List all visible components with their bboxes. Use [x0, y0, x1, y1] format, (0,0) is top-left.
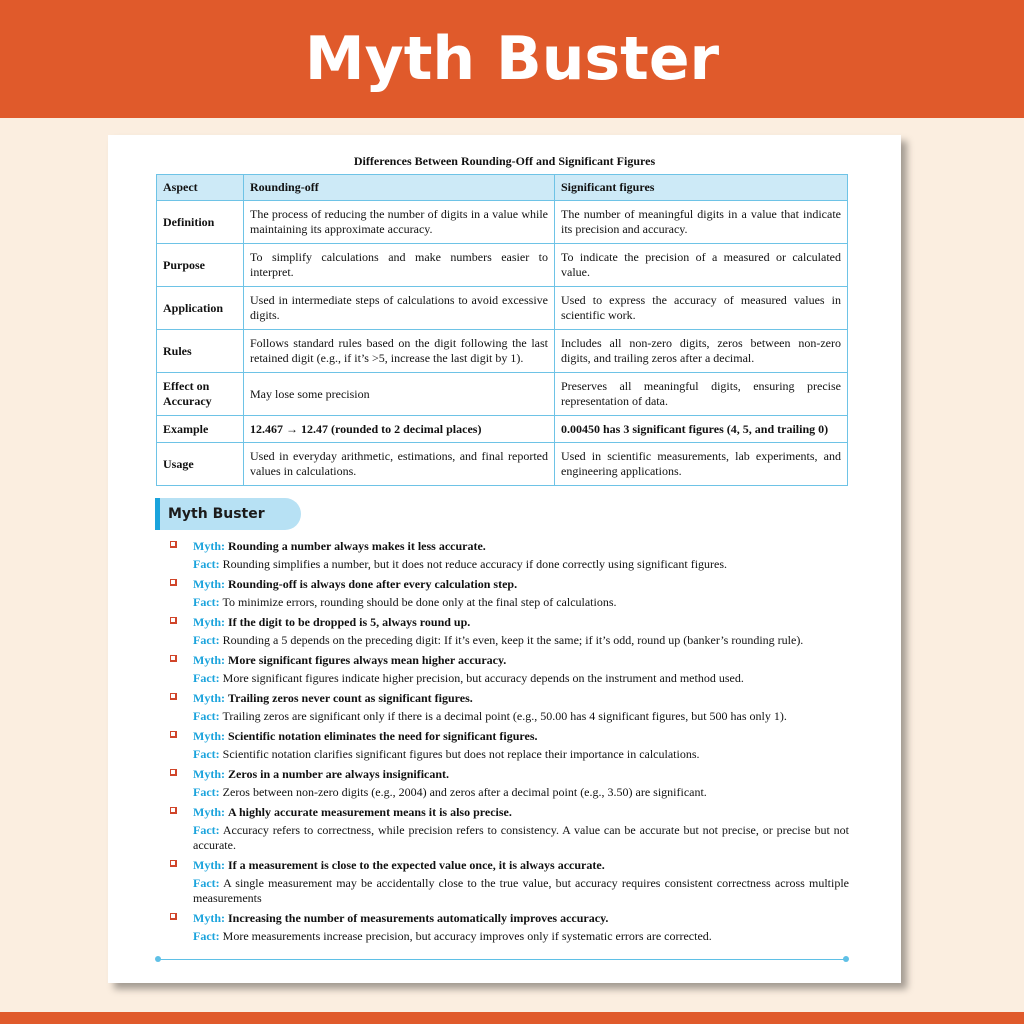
fact-label: Fact: [193, 557, 220, 571]
rounding-cell: 12.467 → 12.47 (rounded to 2 decimal places) [244, 416, 555, 443]
fact-text: Trailing zeros are significant only if there is a decimal point (e.g., 50.00 has 4 significant figures, but 500 has only 1). [222, 709, 787, 723]
square-bullet-icon [170, 579, 177, 586]
square-bullet-icon [170, 731, 177, 738]
myth-label: Myth: [193, 653, 225, 667]
table-row [157, 373, 848, 416]
square-bullet-icon [170, 617, 177, 624]
table-caption: Differences Between Rounding-Off and Significant Figures [353, 154, 656, 168]
myth-label: Myth: [193, 691, 225, 705]
fact-label: Fact: [193, 747, 220, 761]
list-item [164, 766, 849, 800]
fact-label: Fact: [193, 929, 220, 943]
rounding-cell: Used in intermediate steps of calculations to avoid excessive digits. [244, 287, 555, 330]
aspect-cell: Rules [157, 330, 244, 373]
myth-text: Trailing zeros never count as significant figures. [228, 691, 473, 705]
table-header-row [157, 175, 848, 201]
fact-label: Fact: [193, 709, 220, 723]
table-row [157, 330, 848, 373]
fact-text: More significant figures indicate higher precision, but accuracy depends on the instrument and method used. [222, 671, 744, 685]
square-bullet-icon [170, 913, 177, 920]
fact-label: Fact: [193, 633, 220, 647]
content-sheet [108, 135, 901, 983]
rounding-cell: Used in everyday arithmetic, estimations, and final reported values in calculations. [244, 443, 555, 486]
aspect-cell: Usage [157, 443, 244, 486]
rounding-cell: The process of reducing the number of digits in a value while maintaining its approximate accuracy. [244, 201, 555, 244]
header-aspect: Aspect [157, 175, 244, 201]
fact-text: Accuracy refers to correctness, while precision refers to consistency. A value can be accurate but not precise, or precise but not accurate. [193, 823, 849, 852]
rounding-cell: May lose some precision [244, 373, 555, 416]
fact-text: Zeros between non-zero digits (e.g., 2004) and zeros after a decimal point (e.g., 3.50) are significant. [222, 785, 707, 799]
comparison-table [156, 174, 848, 486]
aspect-cell: Application [157, 287, 244, 330]
aspect-cell: Effect on Accuracy [157, 373, 244, 416]
myth-label: Myth: [193, 911, 225, 925]
table-row [157, 443, 848, 486]
rounding-cell: To simplify calculations and make numbers easier to interpret. [244, 244, 555, 287]
myth-label: Myth: [193, 615, 225, 629]
myth-text: Rounding a number always makes it less accurate. [228, 539, 486, 553]
list-item [164, 857, 849, 906]
footer-divider [157, 959, 847, 960]
myth-buster-heading [155, 498, 301, 530]
list-item [164, 910, 849, 944]
myth-text: Rounding-off is always done after every calculation step. [228, 577, 518, 591]
fact-label: Fact: [193, 785, 220, 799]
fact-text: To minimize errors, rounding should be done only at the final step of calculations. [222, 595, 617, 609]
myth-buster-heading-label: Myth Buster [168, 506, 265, 522]
myth-label: Myth: [193, 805, 225, 819]
fact-label: Fact: [193, 595, 220, 609]
square-bullet-icon [170, 693, 177, 700]
myth-label: Myth: [193, 729, 225, 743]
list-item [164, 576, 849, 610]
myth-text: A highly accurate measurement means it is also precise. [228, 805, 512, 819]
list-item [164, 538, 849, 572]
sigfig-cell: Includes all non-zero digits, zeros between non-zero digits, and trailing zeros after a decimal. [555, 330, 848, 373]
header-rounding-off: Rounding-off [244, 175, 555, 201]
fact-label: Fact: [193, 671, 220, 685]
sigfig-cell: Used in scientific measurements, lab experiments, and engineering applications. [555, 443, 848, 486]
table-row [157, 244, 848, 287]
list-item [164, 804, 849, 853]
aspect-cell: Definition [157, 201, 244, 244]
fact-label: Fact: [193, 823, 220, 837]
fact-text: Rounding simplifies a number, but it does not reduce accuracy if done correctly using significant figures. [222, 557, 728, 571]
table-row [157, 416, 848, 443]
sigfig-cell: The number of meaningful digits in a value that indicate its precision and accuracy. [555, 201, 848, 244]
sigfig-cell: To indicate the precision of a measured or calculated value. [555, 244, 848, 287]
myth-text: More significant figures always mean higher accuracy. [228, 653, 507, 667]
square-bullet-icon [170, 541, 177, 548]
fact-text: Scientific notation clarifies significant figures but does not replace their importance in calculations. [222, 747, 700, 761]
list-item [164, 690, 849, 724]
square-bullet-icon [170, 655, 177, 662]
sigfig-cell: Preserves all meaningful digits, ensuring precise representation of data. [555, 373, 848, 416]
square-bullet-icon [170, 769, 177, 776]
myth-label: Myth: [193, 858, 225, 872]
fact-text: A single measurement may be accidentally close to the true value, but accuracy requires consistent correctness across multiple measurements [193, 876, 849, 905]
table-row [157, 201, 848, 244]
myth-text: If a measurement is close to the expected value once, it is always accurate. [228, 858, 605, 872]
rule-right-dot [843, 956, 849, 962]
myth-list [164, 538, 849, 948]
fact-text: Rounding a 5 depends on the preceding digit: If it’s even, keep it the same; if it’s odd, round up (banker’s rounding rule). [222, 633, 804, 647]
table-row [157, 287, 848, 330]
header-significant-figures: Significant figures [555, 175, 848, 201]
title-banner [0, 0, 1024, 118]
fact-text: More measurements increase precision, but accuracy improves only if systematic errors are corrected. [222, 929, 712, 943]
myth-text: If the digit to be dropped is 5, always round up. [228, 615, 471, 629]
myth-text: Scientific notation eliminates the need for significant figures. [228, 729, 538, 743]
rounding-cell: Follows standard rules based on the digit following the last retained digit (e.g., if it’s >5, increase the last digit by 1). [244, 330, 555, 373]
myth-text: Increasing the number of measurements automatically improves accuracy. [228, 911, 609, 925]
aspect-cell: Purpose [157, 244, 244, 287]
list-item [164, 614, 849, 648]
myth-text: Zeros in a number are always insignificant. [228, 767, 450, 781]
sigfig-cell: Used to express the accuracy of measured values in scientific work. [555, 287, 848, 330]
page-title: Myth Buster [304, 24, 720, 94]
square-bullet-icon [170, 860, 177, 867]
aspect-cell: Example [157, 416, 244, 443]
list-item [164, 728, 849, 762]
square-bullet-icon [170, 807, 177, 814]
bottom-bar [0, 1012, 1024, 1024]
myth-label: Myth: [193, 577, 225, 591]
list-item [164, 652, 849, 686]
myth-label: Myth: [193, 767, 225, 781]
sigfig-cell: 0.00450 has 3 significant figures (4, 5, and trailing 0) [555, 416, 848, 443]
myth-label: Myth: [193, 539, 225, 553]
fact-label: Fact: [193, 876, 220, 890]
